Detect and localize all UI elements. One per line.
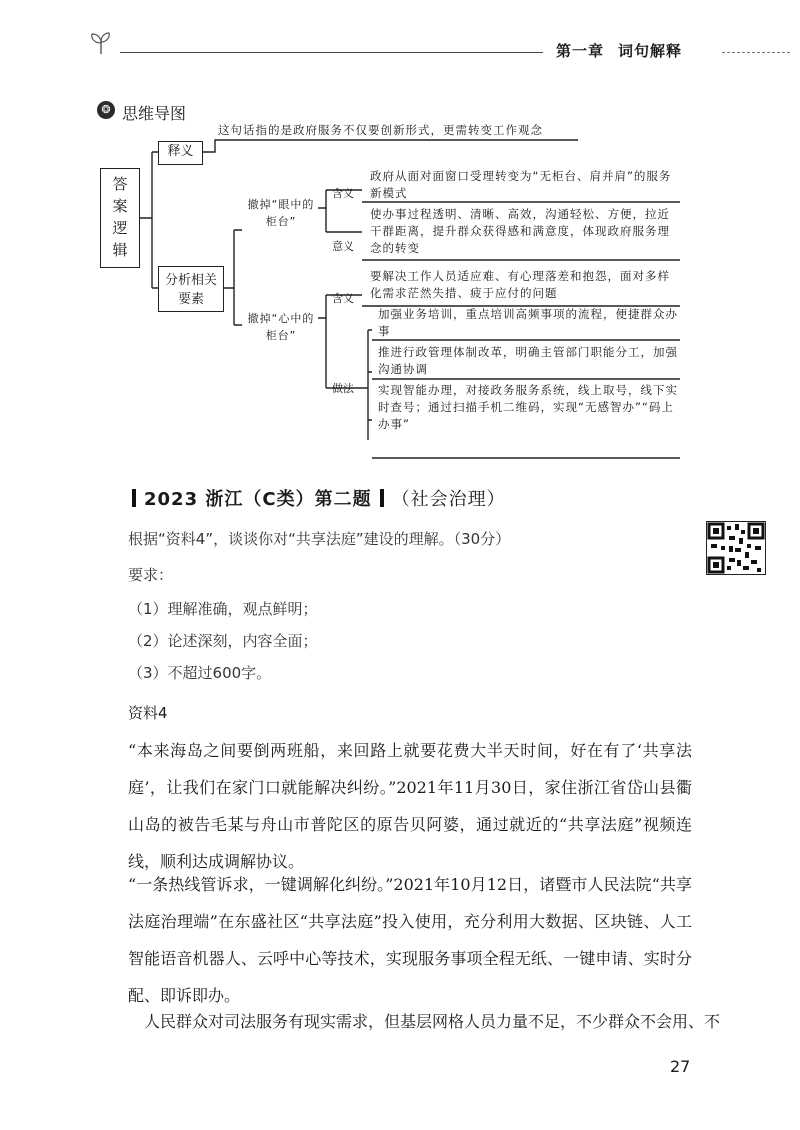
brain-icon: ❂ bbox=[97, 101, 115, 119]
material-label: 资料4 bbox=[128, 704, 168, 722]
page-number: 27 bbox=[670, 1057, 691, 1076]
root-label: 答案逻辑 bbox=[112, 175, 128, 259]
section-label: 词句解释 bbox=[618, 42, 683, 60]
material-paragraph: “本来海岛之间要倒两班船，来回路上就要花费大半天时间，好在有了‘共享法庭’，让我们在家门口就能解决纠纷。”2021年11月30日，家住浙江省岱山县衢山岛的被告毛某与舟山市普陀区的原告贝阿婆，通过就近的“共享法庭”视频连线，顺利达成调解协议。 bbox=[128, 741, 692, 871]
mind-map-title: 思维导图 bbox=[122, 104, 187, 123]
title-bar-right bbox=[380, 489, 384, 507]
question-title bbox=[132, 485, 506, 511]
qr-code-icon bbox=[706, 521, 766, 575]
analysis-box-label: 分析相关要素 bbox=[165, 273, 218, 307]
question-prompt: 根据“资料4”，谈谈你对“共享法庭”建设的理解。（30分） bbox=[128, 530, 511, 548]
material-paragraph: “一条热线管诉求，一键调解化纠纷。”2021年10月12日，诸暨市人民法院“共享法庭治理端”在东盛社区“共享法庭”投入使用，充分利用大数据、区块链、人工智能语音机器人、云呼中心等技术，实现服务事项全程无纸、一键申请、实时分配、即诉即办。 bbox=[128, 875, 692, 1005]
meaning-box-label: 释义 bbox=[167, 144, 194, 159]
branch2-method-label: 做法 bbox=[332, 382, 354, 395]
branch1-def-text: 政府从面对面窗口受理转变为“无柜台、肩并肩”的服务新模式 bbox=[370, 169, 672, 200]
method-item: 加强业务培训，重点培训高频事项的流程，便捷群众办事 bbox=[378, 307, 678, 338]
meaning-box bbox=[158, 141, 203, 165]
method-item: 实现智能办理，对接政务服务系统，线上取号，线下实时查号；通过扫描手机二维码，实现“无感智办”“码上办事” bbox=[378, 383, 678, 431]
root-box bbox=[100, 168, 140, 268]
branch2-def-text: 要解决工作人员适应难、有心理落差和抱怨，面对多样化需求茫然失措、疲于应付的问题 bbox=[370, 269, 670, 300]
question-tag: （社会治理） bbox=[391, 489, 506, 510]
branch2-label: 撤掉“心中的柜台” bbox=[247, 312, 315, 342]
branch1-sig-text: 使办事过程透明、清晰、高效，沟通轻松、方便，拉近干群距离，提升群众获得感和满意度，体现政府服务理念的转变 bbox=[370, 207, 670, 255]
branch2-def-label: 含义 bbox=[332, 292, 354, 305]
branch1-sig-label: 意义 bbox=[332, 240, 354, 253]
requirement-item: （1）理解准确，观点鲜明； bbox=[128, 600, 318, 618]
title-bar-left bbox=[132, 489, 136, 507]
question-title-text: 2023 浙江（C类）第二题 bbox=[144, 489, 372, 510]
requirement-item: （2）论述深刻，内容全面； bbox=[128, 632, 318, 650]
branch1-label: 撤掉“眼中的柜台” bbox=[247, 198, 315, 228]
requirement-item: （3）不超过600字。 bbox=[128, 664, 272, 682]
branch1-def-label: 含义 bbox=[332, 187, 354, 200]
material-paragraph: 人民群众对司法服务有现实需求，但基层网格人员力量不足，不少群众不会用、不 bbox=[144, 1012, 721, 1031]
method-item: 推进行政管理体制改革，明确主管部门职能分工，加强沟通协调 bbox=[378, 345, 678, 376]
analysis-box bbox=[158, 266, 224, 312]
requirements-label: 要求： bbox=[128, 566, 174, 584]
chapter-label: 第一章 bbox=[556, 42, 605, 60]
meaning-text: 这句话指的是政府服务不仅要创新形式，更需转变工作观念 bbox=[218, 123, 543, 137]
